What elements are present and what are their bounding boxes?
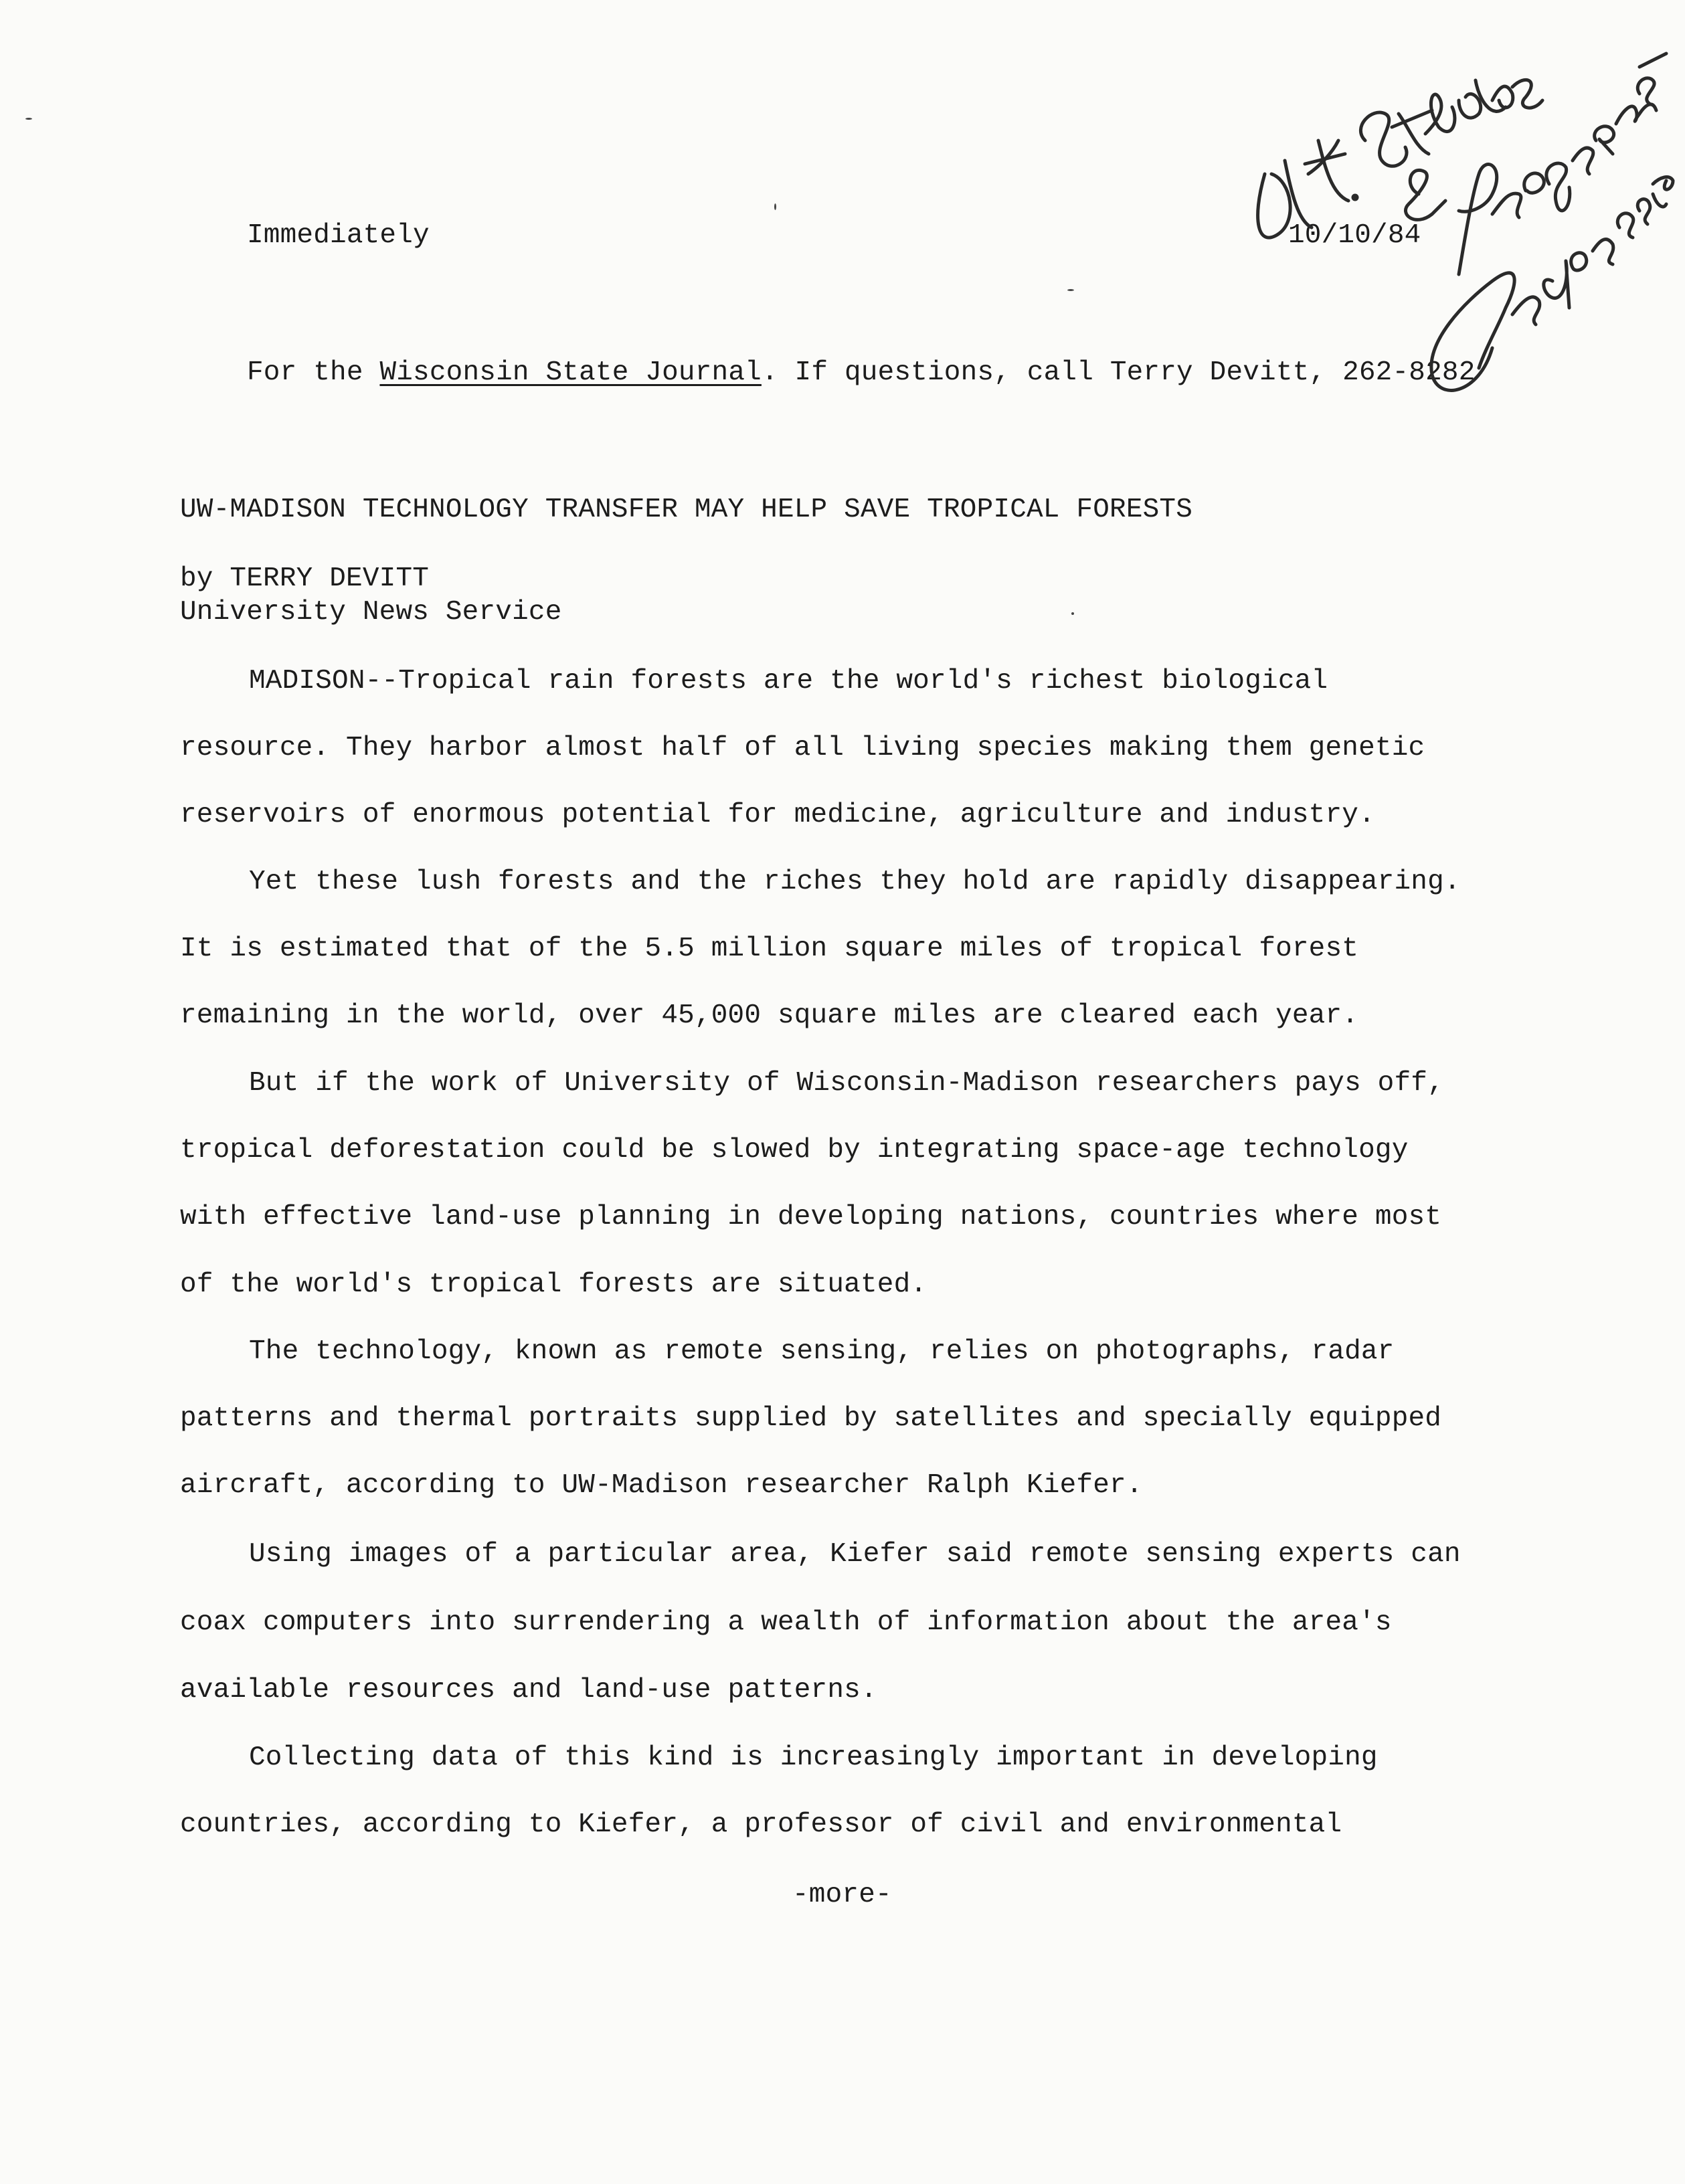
byline: by TERRY DEVITT xyxy=(180,563,430,594)
body-line: coax computers into surrendering a wealth of information about the area's xyxy=(180,1607,1392,1638)
body-line: tropical deforestation could be slowed by integrating space-age technology xyxy=(180,1135,1409,1166)
body-line: The technology, known as remote sensing, relies on photographs, radar xyxy=(249,1336,1395,1367)
body-line: resource. They harbor almost half of all living species making them genetic xyxy=(180,733,1425,763)
journal-suffix: . If questions, call Terry Devitt, 262-8282 xyxy=(761,357,1476,388)
body-line: It is estimated that of the 5.5 million square miles of tropical forest xyxy=(180,933,1359,964)
body-line: Using images of a particular area, Kiefer said remote sensing experts can xyxy=(249,1539,1461,1570)
scan-speck xyxy=(25,118,32,120)
body-line: remaining in the world, over 45,000 square miles are cleared each year. xyxy=(180,1000,1359,1031)
journal-prefix: For the xyxy=(247,357,380,388)
more-marker: -more- xyxy=(792,1880,892,1910)
body-line: with effective land-use planning in developing nations, countries where most xyxy=(180,1202,1442,1233)
journal-name: Wisconsin State Journal xyxy=(379,357,762,388)
release-note: Immediately xyxy=(247,220,430,251)
body-line: Yet these lush forests and the riches they hold are rapidly disappearing. xyxy=(249,867,1461,897)
agency: University News Service xyxy=(180,597,562,628)
handwritten-annotation xyxy=(1238,60,1666,408)
release-date: 10/10/84 xyxy=(1288,220,1421,251)
scan-speck xyxy=(774,203,776,210)
body-line: of the world's tropical forests are situated. xyxy=(180,1269,927,1300)
body-line: aircraft, according to UW-Madison researcher Ralph Kiefer. xyxy=(180,1470,1143,1501)
scan-speck xyxy=(1071,612,1074,615)
body-line: patterns and thermal portraits supplied by satellites and specially equipped xyxy=(180,1403,1442,1434)
body-line: available resources and land-use patterns. xyxy=(180,1675,877,1706)
scan-speck xyxy=(1067,289,1074,291)
body-line: But if the work of University of Wisconsin-Madison researchers pays off, xyxy=(249,1068,1444,1099)
body-line: reservoirs of enormous potential for medicine, agriculture and industry. xyxy=(180,800,1375,830)
body-line: Collecting data of this kind is increasingly important in developing xyxy=(249,1742,1378,1773)
body-line: countries, according to Kiefer, a professor of civil and environmental xyxy=(180,1809,1342,1840)
headline: UW-MADISON TECHNOLOGY TRANSFER MAY HELP SAVE TROPICAL FORESTS xyxy=(180,494,1193,525)
body-line: MADISON--Tropical rain forests are the world's richest biological xyxy=(249,666,1328,697)
